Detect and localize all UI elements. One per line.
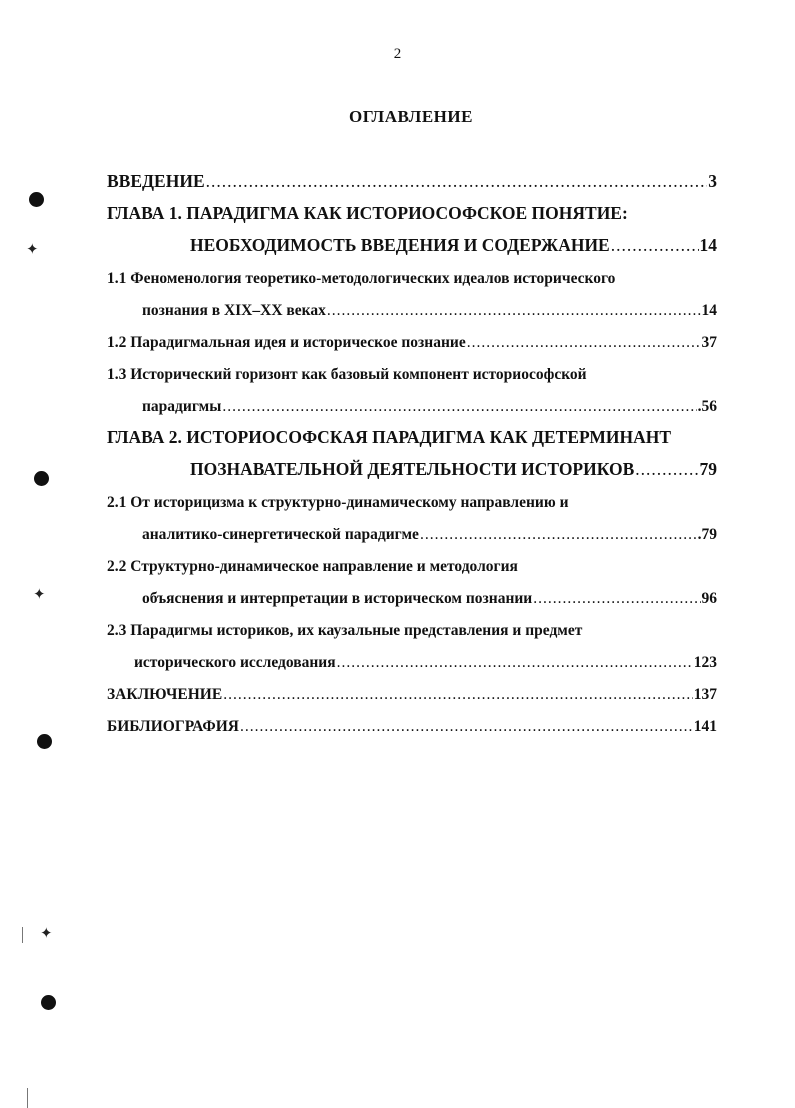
toc-entry-page: 141 xyxy=(693,718,717,735)
scan-speck-mark: ✦ xyxy=(40,926,53,942)
toc-entry-section-1-2 xyxy=(107,328,717,352)
toc-entry-text: ПОЗНАВАТЕЛЬНОЙ ДЕЯТЕЛЬНОСТИ ИСТОРИКОВ xyxy=(190,459,635,479)
binder-hole-mark xyxy=(41,995,56,1010)
toc-entry-text: парадигмы xyxy=(142,398,222,415)
scan-edge-line xyxy=(22,927,23,943)
toc-entry-text: 1.1 Феноменология теоретико-методологических идеалов исторического xyxy=(107,270,616,287)
toc-entry-text: познания в XIX–XX веках xyxy=(142,302,326,319)
binder-hole-mark xyxy=(29,192,44,207)
toc-entry-section-1-3-cont xyxy=(142,392,717,416)
toc-entry-section-2-3 xyxy=(107,616,582,640)
toc-entry-chapter-2 xyxy=(107,424,671,448)
toc-entry-text: НЕОБХОДИМОСТЬ ВВЕДЕНИЯ И СОДЕРЖАНИЕ xyxy=(190,235,610,255)
toc-entry-section-1-1-cont xyxy=(142,296,717,320)
leader-dots xyxy=(337,654,693,672)
toc-entry-text: объяснения и интерпретации в историческом познании xyxy=(142,590,533,607)
leader-dots xyxy=(420,526,697,544)
toc-entry-chapter-2-cont xyxy=(190,456,717,480)
toc-entry-chapter-1 xyxy=(107,200,628,224)
leader-dots xyxy=(467,334,701,352)
scan-edge-line xyxy=(27,1088,28,1108)
toc-entry-text: ВВЕДЕНИЕ xyxy=(107,171,205,191)
toc-title: ОГЛАВЛЕНИЕ xyxy=(349,107,473,126)
leader-dots xyxy=(327,302,701,320)
page-number: 2 xyxy=(393,46,402,62)
toc-entry-text: 1.3 Исторический горизонт как базовый компонент историософской xyxy=(107,366,587,383)
toc-entry-page: .56 xyxy=(697,398,717,415)
scan-speck-mark: ✦ xyxy=(26,242,39,258)
scan-speck-mark: ✦ xyxy=(33,587,46,603)
toc-entry-page: 14 xyxy=(699,235,717,255)
leader-dots xyxy=(222,398,696,416)
toc-entry-text: 2.1 От историцизма к структурно-динамическому направлению и xyxy=(107,494,569,511)
toc-entry-page: 3 xyxy=(708,171,717,191)
toc-entry-introduction xyxy=(107,168,717,192)
leader-dots xyxy=(533,590,700,608)
toc-entry-page: 123 xyxy=(693,654,717,671)
toc-entry-page: 79 xyxy=(699,459,717,479)
toc-entry-section-1-3 xyxy=(107,360,587,384)
toc-entry-bibliography xyxy=(107,712,717,736)
leader-dots xyxy=(635,459,698,480)
binder-hole-mark xyxy=(37,734,52,749)
toc-entry-page: 14 xyxy=(701,302,717,319)
toc-entry-page: 37 xyxy=(701,334,717,351)
toc-entry-text: 1.2 Парадигмальная идея и историческое познание xyxy=(107,334,466,351)
toc-entry-section-2-1-cont xyxy=(142,520,717,544)
toc-entry-text: 2.2 Структурно-динамическое направление и методология xyxy=(107,558,518,575)
toc-entry-page: 96 xyxy=(701,590,717,607)
leader-dots xyxy=(240,718,693,736)
toc-entry-text: 2.3 Парадигмы историков, их каузальные представления и предмет xyxy=(107,622,583,639)
toc-entry-section-1-1 xyxy=(107,264,615,288)
toc-entry-chapter-1-cont xyxy=(190,232,717,256)
toc-entry-text: ГЛАВА 2. ИСТОРИОСОФСКАЯ ПАРАДИГМА КАК ДЕТЕРМИНАНТ xyxy=(107,427,672,447)
toc-entry-text: ГЛАВА 1. ПАРАДИГМА КАК ИСТОРИОСОФСКОЕ ПОНЯТИЕ: xyxy=(107,203,628,223)
toc-entry-section-2-2 xyxy=(107,552,518,576)
leader-dots xyxy=(206,171,708,192)
binder-hole-mark xyxy=(34,471,49,486)
leader-dots xyxy=(611,235,699,256)
toc-entry-section-2-1 xyxy=(107,488,569,512)
toc-entry-section-2-2-cont xyxy=(142,584,717,608)
toc-entry-page: 137 xyxy=(693,686,717,703)
toc-entry-text: аналитико-синергетической парадигме xyxy=(142,526,419,543)
toc-entry-text: исторического исследования xyxy=(134,654,336,671)
toc-entry-text: ЗАКЛЮЧЕНИЕ xyxy=(107,686,223,703)
toc-entry-section-2-3-cont xyxy=(134,648,717,672)
toc-entry-text: БИБЛИОГРАФИЯ xyxy=(107,718,239,735)
toc-entry-page: .79 xyxy=(697,526,717,543)
toc-entry-conclusion xyxy=(107,680,717,704)
leader-dots xyxy=(223,686,693,704)
